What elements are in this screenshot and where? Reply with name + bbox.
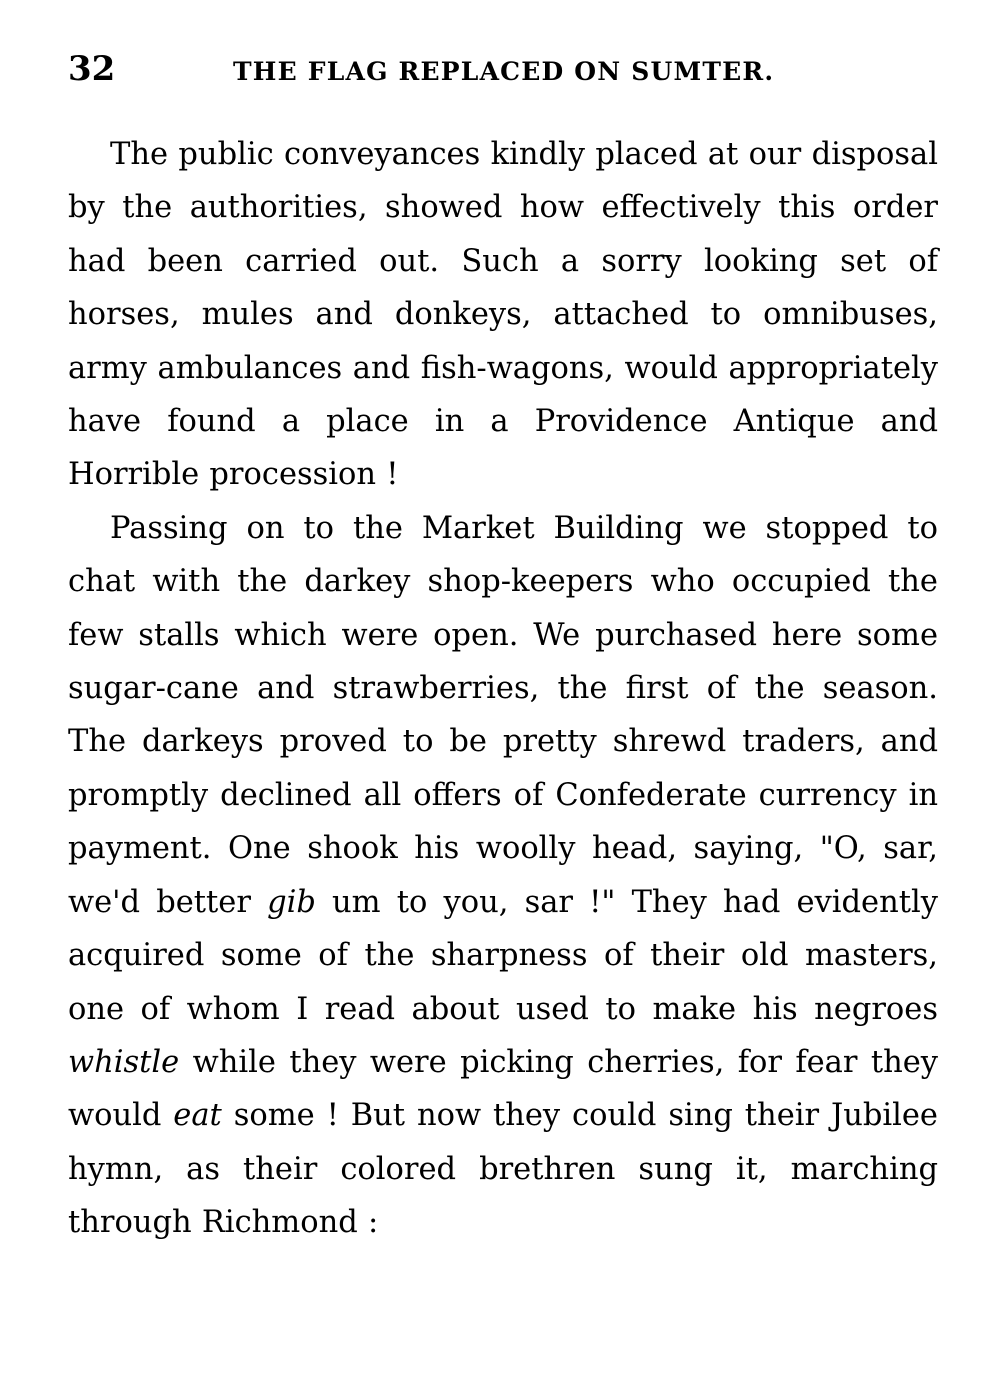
page-number: 32 [68, 49, 116, 89]
paragraph-2-text-b: um to you, sar !" They had evidently acquired some of the sharpness of their old masters, one of whom I read about used to make his negroes [68, 884, 938, 1027]
paragraph-2-italic-whistle: whistle [68, 1044, 180, 1080]
paragraph-2-text-a: Passing on to the Market Building we stopped to chat with the darkey shop-keepers who occupied the few stalls which were open. We purchased here some sugar-cane and strawberries, the first of the season. The darkeys proved to be pretty shrewd traders, and promptly declined all offers of Confederate currency in payment. One shook his woolly head, saying, "O, sar, we'd better [68, 510, 938, 920]
paragraph-2-italic-eat: eat [173, 1098, 222, 1134]
page-header [68, 49, 932, 96]
running-head-title: THE FLAG REPLACED ON SUMTER. [233, 57, 775, 86]
paragraph-2-text-c: while they were picking cherries, for fear they would [68, 1044, 938, 1134]
paragraph-2-italic-gib: gib [267, 884, 316, 920]
paragraph-1 [68, 128, 938, 502]
paragraph-2-text-d: some ! But now they could sing their Jubilee hymn, as their colored brethren sung it, marching through Richmond : [68, 1098, 938, 1241]
paragraph-2 [68, 502, 938, 1250]
paragraph-1-text: The public conveyances kindly placed at our disposal by the authorities, showed how effectively this order had been carried out. Such a sorry looking set of horses, mules and donkeys, attached to omnibuses, army ambulances and fish-wagons, would appropriately have found a place in a Providence Antique and Horrible procession ! [68, 137, 938, 493]
page-body [68, 128, 938, 1250]
